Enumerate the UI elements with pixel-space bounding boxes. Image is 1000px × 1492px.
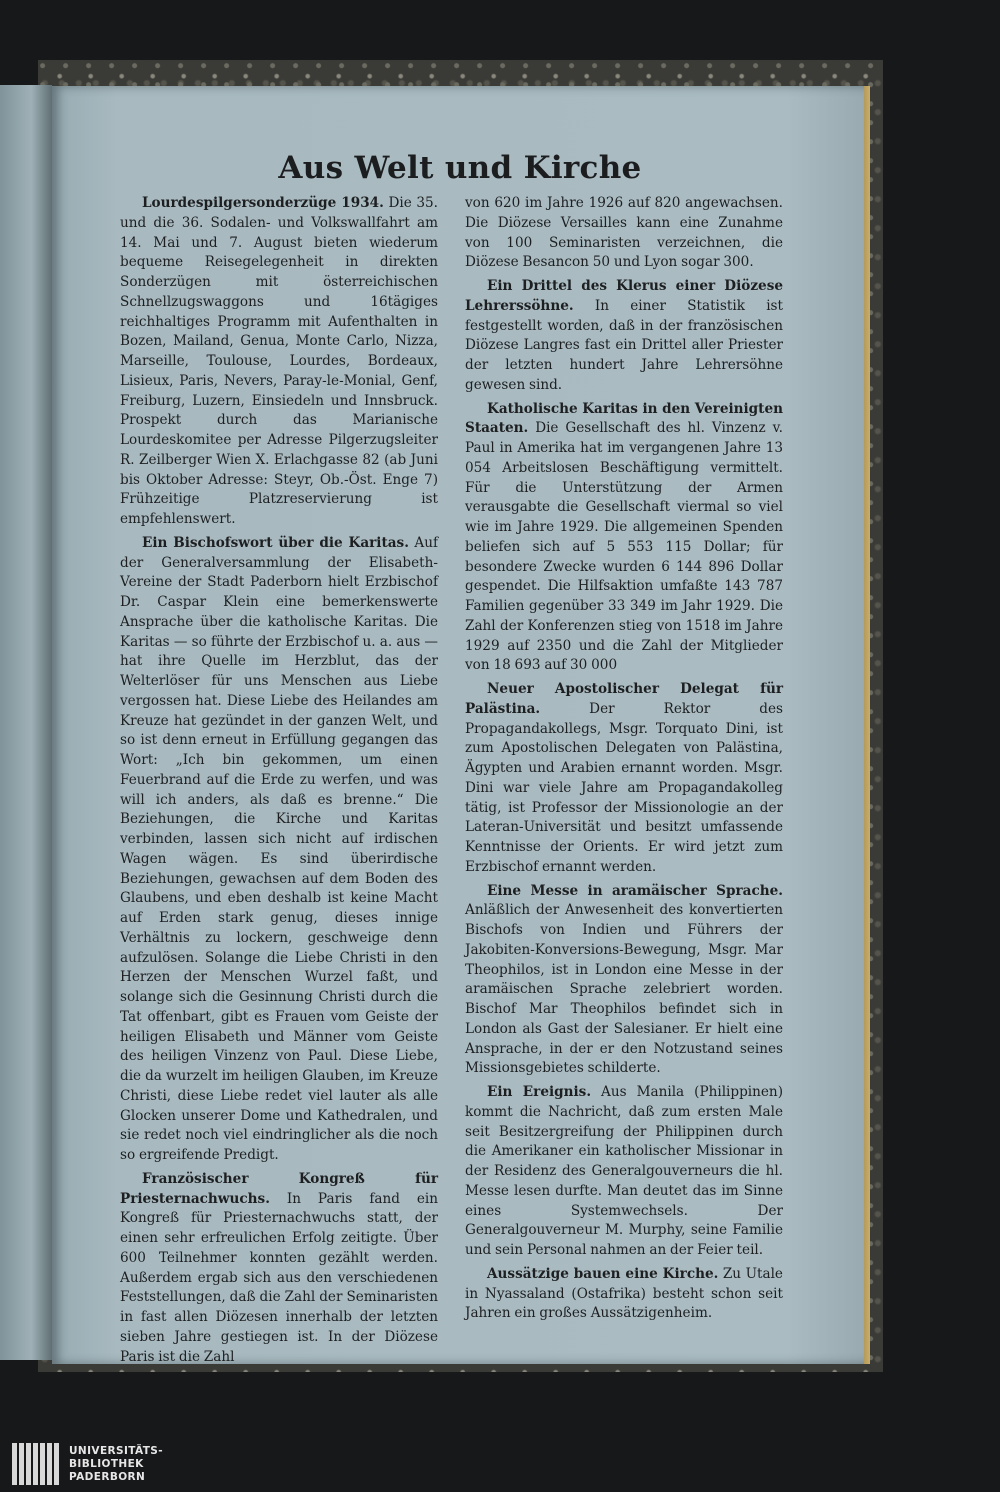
article-aussaetzige xyxy=(465,1265,783,1324)
article-delegat xyxy=(465,680,783,878)
article-heading: Ein Drittel des Klerus einer Diözese Lehrerssöhne. xyxy=(465,278,783,314)
article-heading: Französischer Kongreß für Priesternachwuchs. xyxy=(120,1170,438,1207)
article-text: Zu Utale in Nyassaland (Ostafrika) besteht schon seit Jahren ein großes Aussätzigenheim. xyxy=(465,1265,783,1322)
logo-line-1: UNIVERSITÄTS- xyxy=(69,1444,164,1457)
article-lourdes xyxy=(120,194,438,530)
article-text: Aus Manila (Philippinen) kommt die Nachricht, daß zum ersten Male seit Besitzergreifung der Philippinen durch die Amerikaner ein katholischer Missionar in der Residenz des Generalgouverneurs die hl. Messe lesen durfte. Man deutet das im Sinne eines Systemwechsels. Der Generalgouverneur M. Murphy, seine Familie und sein Personal nahmen an der Feier teil. xyxy=(465,1084,783,1258)
article-ereignis xyxy=(465,1083,783,1261)
article-text: In einer Statistik ist festgestellt worden, daß in der französischen Diözese Langres fast ein Drittel aller Priester der letzten hundert Jahre Lehrersöhne gewesen sind. xyxy=(465,297,783,393)
article-text: Die Gesellschaft des hl. Vinzenz v. Paul in Amerika hat im vergangenen Jahre 13 054 Arbeitslosen Beschäftigung vermittelt. Für die Unterstützung der Armen verausgabte die Gesellschaft viermal so viel wie im Jahre 1929. Die allgemeinen Spenden beliefen sich auf 5 553 115 Dollar; für besondere Zwecke wurden 6 144 896 Dollar gespendet. Die Hilfsaktion umfaßte 143 787 Familien gegenüber 33 349 im Jahr 1929. Die Zahl der Konferenzen stieg von 1518 im Jahre 1929 auf 2350 und die Zahl der Mitglieder von 18 693 auf 30 000 xyxy=(465,420,783,674)
article-text: Auf der Generalversammlung der Elisabeth-Vereine der Stadt Paderborn hielt Erzbischof Dr. Caspar Klein eine bemerkenswerte Ansprache über die katholische Karitas. Die Karitas — so führte der Erzbischof u. a. aus — hat ihre Quelle im Herzblut, das der Welterlöser für uns Menschen aus Liebe vergossen hat. Diese Liebe des Heilandes am Kreuze hat gezündet in der ganzen Welt, und so ist denn erneut in Erfüllung gegangen das Wort: „Ich bin gekommen, um einen Feuerbrand auf die Erde zu werfen, und was will ich anders, als daß es brenne.“ Die Beziehungen, die Kirche und Karitas verbinden, lassen sich nicht auf irdischen Wagen wägen. Es sind überirdische Beziehungen, gewachsen auf dem Boden des Glaubens, und eben deshalb ist keine Macht auf Erden stark genug, dieses innige Verhältnis zu lockern, geschweige denn aufzulösen. Solange die Liebe Christi in den Herzen der Menschen Wurzel faßt, und solange sich die Gesinnung Christi durch die Tat offenbart, gibt es Frauen vom Geiste der heiligen Elisabeth und Männer vom Geiste des heiligen Vinzenz von Paul. Diese Liebe, die da wurzelt im heiligen Glauben, im Kreuze Christi, diese Liebe redet viel lauter als alle Glocken unserer Dome und Kathedralen, und sie redet noch viel eindringlicher als die noch so ergreifende Predigt. xyxy=(120,534,438,1163)
library-logo xyxy=(12,1443,163,1485)
article-kongress-continued xyxy=(465,194,783,273)
article-heading: Eine Messe in aramäischer Sprache. xyxy=(487,882,783,899)
article-karitas-usa xyxy=(465,400,783,677)
article-bischofswort xyxy=(120,534,438,1166)
article-heading: Katholische Karitas in den Vereinigten Staaten. xyxy=(465,400,783,437)
article-text: Anläßlich der Anwesenheit des konvertierten Bischofs von Indien und Führers der Jakobiten-Konversions-Bewegung, Msgr. Mar Theophilos, ist in London eine Messe in der aramäischen Sprache zelebriert worden. Bischof Mar Theophilos befindet sich in London als Gast der Salesianer. Er hielt eine Ansprache, in der er den Notzustand seines Missionsgebietes schilderte. xyxy=(465,902,783,1077)
article-heading: Lourdespilgersonderzüge 1934. xyxy=(142,195,384,211)
article-messe xyxy=(465,882,783,1080)
right-column xyxy=(465,194,783,1328)
page-title: Aus Welt und Kirche xyxy=(278,150,642,186)
article-heading: Ein Bischofswort über die Karitas. xyxy=(142,534,409,551)
article-text: In Paris fand ein Kongreß für Priesternachwuchs statt, der einen sehr erfreulichen Erfolg zeitigte. Über 600 Teilnehmer konnten gezählt werden. Außerdem ergab sich aus den verschiedenen Feststellungen, daß die Zahl der Seminaristen in fast allen Diözesen innerhalb der letzten sieben Jahre gestiegen ist. In der Diözese Paris ist die Zahl xyxy=(120,1190,438,1365)
left-column xyxy=(120,194,438,1371)
logo-line-2: BIBLIOTHEK xyxy=(69,1457,144,1470)
article-kongress xyxy=(120,1170,438,1368)
article-heading: Aussätzige bauen eine Kirche. xyxy=(487,1265,719,1282)
article-text: von 620 im Jahre 1926 auf 820 angewachsen. Die Diözese Versailles kann eine Zunahme von 100 Seminaristen verzeichnen, die Diözese Besancon 50 und Lyon sogar 300. xyxy=(465,195,783,271)
article-text: Der Rektor des Propagandakollegs, Msgr. Torquato Dini, ist zum Apostolischen Delegaten von Palästina, Ägypten und Arabien ernannt worden. Msgr. Dini war viele Jahre am Propagandakolleg tätig, ist Professor der Missionologie an der Lateran-Universität und besitzt umfassende Kenntnisse der Orients. Er wird jetzt zum Erzbischof ernannt werden. xyxy=(465,700,783,875)
article-heading: Ein Ereignis. xyxy=(487,1084,592,1100)
page-edge xyxy=(864,86,870,1364)
facing-page-edge xyxy=(0,85,52,1360)
library-logo-text xyxy=(69,1445,163,1484)
article-text: Die 35. und die 36. Sodalen- und Volkswallfahrt am 14. Mai und 7. August bieten wiederum bequeme Reisegelegenheit in direkten Sonderzügen mit österreichischen Schnellzugswaggons und 16tägiges reichhaltiges Programm mit Aufenthalten in Bozen, Mailand, Genua, Monte Carlo, Nizza, Marseille, Toulouse, Lourdes, Bordeaux, Lisieux, Paris, Nevers, Paray-le-Monial, Genf, Freiburg, Luzern, Einsiedeln und Innsbruck. Prospekt durch das Marianische Lourdeskomitee per Adresse Pilgerzugsleiter R. Zeilberger Wien X. Erlachgasse 82 (ab Juni bis Oktober Adresse: Steyr, Ob.-Öst. Enge 7) Frühzeitige Platzreservierung ist empfehlenswert. xyxy=(120,195,438,527)
logo-line-3: PADERBORN xyxy=(69,1470,146,1483)
article-heading: Neuer Apostolischer Delegat für Palästina. xyxy=(465,681,783,717)
article-klerus xyxy=(465,277,783,396)
library-logo-icon xyxy=(12,1443,59,1485)
